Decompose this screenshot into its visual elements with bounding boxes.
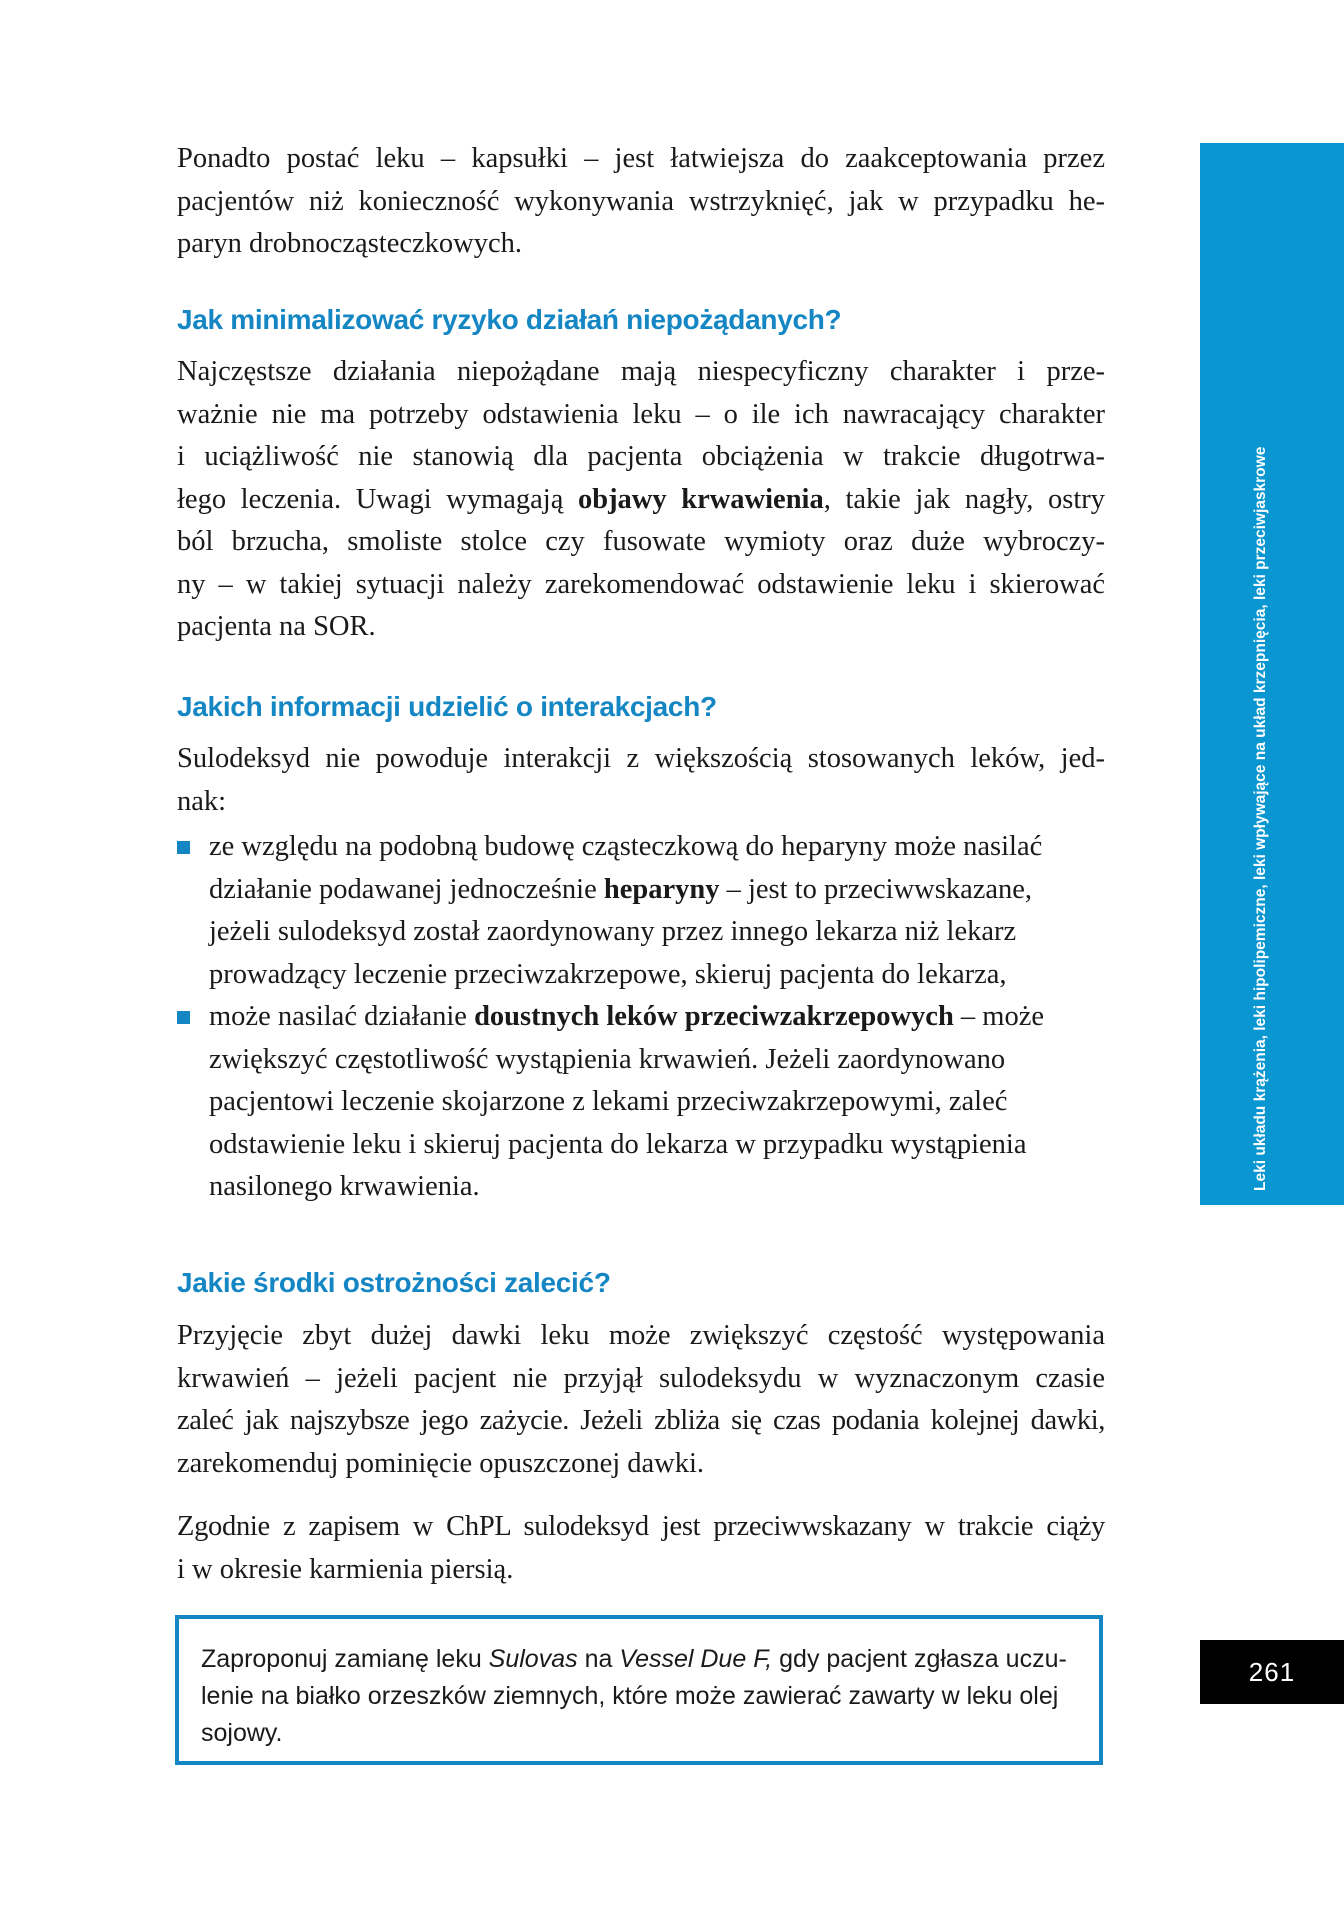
side-effects-paragraph: [177, 351, 1105, 649]
text-line: ze względu na podobną budowę cząsteczkową do heparyny może nasilać: [209, 831, 1043, 862]
page-number: 261: [1200, 1640, 1344, 1704]
interactions-list: [177, 826, 1105, 1209]
text-line: Zgodnie z zapisem w ChPL sulodeksyd jest przeciwwskazany w trakcie ciąży: [177, 1511, 1105, 1542]
precautions-paragraph-2: [177, 1506, 1105, 1591]
section-heading-interactions: Jakich informacji udzielić o interakcjach?: [177, 691, 717, 722]
text-line: prowadzący leczenie przeciwzakrzepowe, skieruj pacjenta do lekarza,: [209, 958, 1007, 990]
list-item: [177, 826, 1105, 996]
text-line: Sulodeksyd nie powoduje interakcji z większością stosowanych leków, jed-: [177, 743, 1105, 774]
text-line: Przyjęcie zbyt dużej dawki leku może zwiększyć częstość występowania: [177, 1320, 1105, 1351]
text-fragment: na: [577, 1645, 620, 1673]
text-fragment: gdy pacjent zgłasza uczu-: [772, 1645, 1067, 1673]
drug-name-sulovas: Sulovas: [488, 1645, 578, 1673]
text-fragment: może nasilać działanie: [209, 1001, 475, 1032]
text-line: [177, 479, 1105, 522]
text-line: ważnie nie ma potrzeby odstawienia leku – o ile ich nawracający charakter: [177, 398, 1105, 430]
text-fragment: – może: [953, 1001, 1045, 1032]
bold-term-bleeding-symptoms: objawy krwawienia: [577, 483, 824, 515]
text-line: nasilonego krwawienia.: [209, 1171, 480, 1202]
text-line: ból brzucha, smoliste stolce czy fusowate wymioty oraz duże wybroczy-: [177, 526, 1105, 557]
text-line: ny – w takiej sytuacji należy zarekomendować odstawienie leku i skierować: [177, 568, 1105, 600]
text-line: Najczęstsze działania niepożądane mają niespecyficzny charakter i prze-: [177, 356, 1105, 387]
text-line: pacjentowi leczenie skojarzone z lekami przeciwzakrzepowymi, zaleć: [209, 1086, 1008, 1117]
text-line: i uciążliwość nie stanowią dla pacjenta obciążenia w trakcie długotrwa-: [177, 441, 1105, 472]
note-line: lenie na białko orzeszków ziemnych, które może zawierać zawarty w leku olej: [201, 1682, 1059, 1710]
bold-term-heparin: heparyny: [603, 873, 720, 905]
section-heading-side-effects: Jak minimalizować ryzyko działań niepożądanych?: [177, 304, 842, 335]
text-line: zarekomenduj pominięcie opuszczonej dawki.: [177, 1447, 705, 1479]
text-line: zwiększyć częstotliwość wystąpienia krwawień. Jeżeli zaordynowano: [209, 1043, 1006, 1075]
bullet-square-icon: [177, 841, 190, 854]
list-item: [177, 996, 1105, 1209]
text-line: [209, 869, 1105, 912]
text-fragment: – jest to przeciwwskazane,: [719, 873, 1033, 905]
text-line: zaleć jak najszybsze jego zażycie. Jeżeli zbliża się czas podania kolejnej dawki,: [177, 1405, 1105, 1436]
note-line: [201, 1641, 1077, 1678]
text-line: i w okresie karmienia piersią.: [177, 1553, 514, 1585]
precautions-paragraph-1: [177, 1315, 1105, 1485]
text-fragment: , takie jak nagły, ostry: [823, 483, 1105, 515]
bold-term-oral-anticoagulants: doustnych leków przeciwzakrzepowych: [474, 1001, 954, 1032]
text-line: krwawień – jeżeli pacjent nie przyjął sulodeksydu w wyznaczonym czasie: [177, 1362, 1105, 1394]
interactions-intro: [177, 738, 1105, 823]
bullet-square-icon: [177, 1011, 190, 1024]
chapter-side-tab: [1200, 143, 1344, 1205]
text-line: jeżeli sulodeksyd został zaordynowany przez innego lekarza niż lekarz: [209, 916, 1017, 947]
text-fragment: łego leczenia. Uwagi wymagają: [177, 483, 578, 515]
chapter-side-tab-label: [1252, 143, 1344, 1205]
text-line: paryn drobnocząsteczkowych.: [177, 228, 523, 259]
text-fragment: Zaproponuj zamianę leku: [201, 1645, 489, 1673]
chapter-title: Leki układu krążenia, leki hipolipemiczne, leki wpływające na układ krzepnięcia, leki przeciwjaskrowe: [1252, 446, 1269, 1191]
text-fragment: działanie podawanej jednocześnie: [209, 873, 604, 905]
section-heading-precautions: Jakie środki ostrożności zalecić?: [177, 1267, 611, 1298]
intro-paragraph: [177, 138, 1105, 266]
note-line: sojowy.: [201, 1719, 283, 1747]
text-line: Ponadto postać leku – kapsułki – jest łatwiejsza do zaakceptowania przez: [177, 143, 1105, 174]
text-line: [209, 996, 1105, 1039]
text-line: nak:: [177, 785, 227, 817]
text-line: pacjentów niż konieczność wykonywania wstrzyknięć, jak w przypadku he-: [177, 185, 1105, 217]
text-line: pacjenta na SOR.: [177, 611, 376, 642]
recommendation-note-box: [175, 1615, 1103, 1765]
text-line: odstawienie leku i skieruj pacjenta do lekarza w przypadku wystąpienia: [209, 1128, 1027, 1160]
drug-name-vessel-due-f: Vessel Due F,: [619, 1645, 773, 1673]
